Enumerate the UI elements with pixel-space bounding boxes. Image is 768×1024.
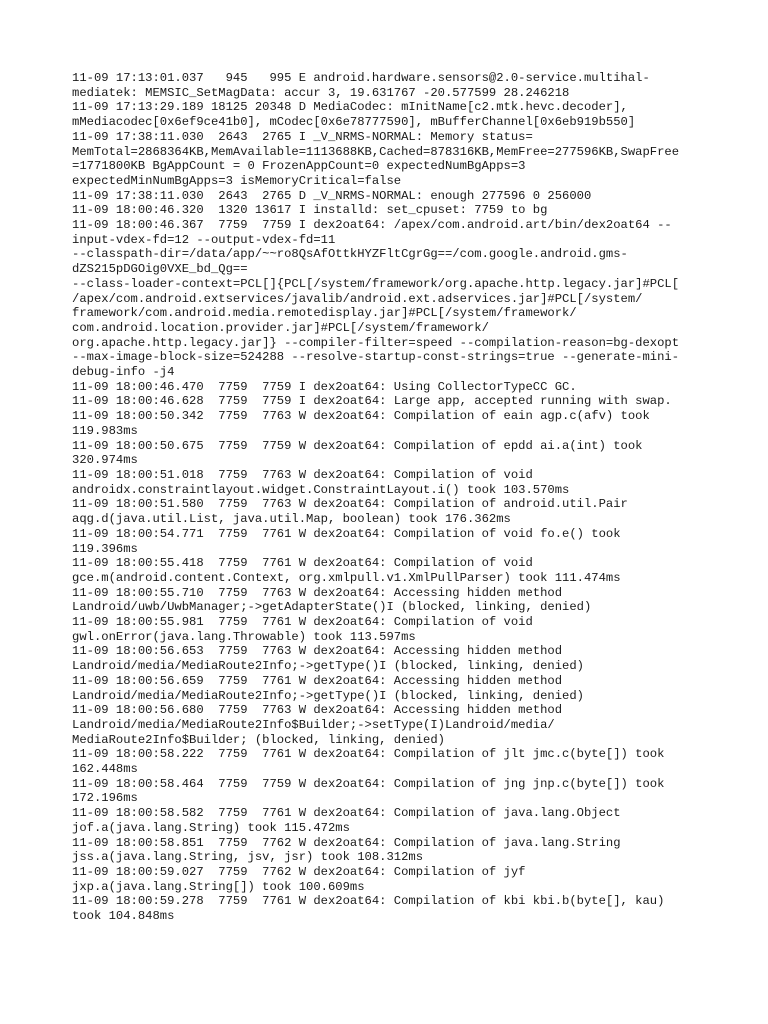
log-line: 11-09 17:38:11.030 2643 2765 I _V_NRMS-NORMAL: Memory status= [72, 129, 533, 144]
log-line: gce.m(android.content.Context, org.xmlpull.v1.XmlPullParser) took 111.474ms [72, 570, 621, 585]
log-line: Landroid/media/MediaRoute2Info;->getType()I (blocked, linking, denied) [72, 688, 584, 703]
log-line: 11-09 18:00:56.653 7759 7763 W dex2oat64: Accessing hidden method [72, 644, 563, 659]
log-line: 11-09 18:00:56.680 7759 7763 W dex2oat64: Accessing hidden method [72, 703, 563, 718]
log-line: mMediacodec[0x6ef9ce41b0], mCodec[0x6e78777590], mBufferChannel[0x6eb919b550] [72, 115, 636, 130]
log-line: androidx.constraintlayout.widget.ConstraintLayout.i() took 103.570ms [72, 482, 570, 497]
log-line: 11-09 18:00:46.628 7759 7759 I dex2oat64: Large app, accepted running with swap. [72, 394, 672, 409]
log-line: =1771800KB BgAppCount = 0 FrozenAppCount=0 expectedNumBgApps=3 [72, 159, 526, 174]
log-line: Landroid/media/MediaRoute2Info;->getType()I (blocked, linking, denied) [72, 659, 584, 674]
log-line: 11-09 18:00:51.018 7759 7763 W dex2oat64: Compilation of void [72, 467, 533, 482]
log-line: 11-09 18:00:59.027 7759 7762 W dex2oat64: Compilation of jyf [72, 864, 526, 879]
log-line: 11-09 18:00:58.851 7759 7762 W dex2oat64: Compilation of java.lang.String [72, 835, 621, 850]
log-line: 11-09 18:00:58.582 7759 7761 W dex2oat64: Compilation of java.lang.Object [72, 806, 621, 821]
log-line: com.android.location.provider.jar]#PCL[/system/framework/ [72, 320, 489, 335]
log-line: 11-09 18:00:55.710 7759 7763 W dex2oat64: Accessing hidden method [72, 585, 563, 600]
log-line: org.apache.http.legacy.jar]} --compiler-filter=speed --compilation-reason=bg-dexopt [72, 335, 680, 350]
log-line: 11-09 18:00:46.470 7759 7759 I dex2oat64: Using CollectorTypeCC GC. [72, 379, 577, 394]
log-line: 11-09 18:00:51.580 7759 7763 W dex2oat64: Compilation of android.util.Pair [72, 497, 628, 512]
log-line: 11-09 18:00:55.981 7759 7761 W dex2oat64: Compilation of void [72, 615, 533, 630]
log-line: 119.396ms [72, 541, 138, 556]
log-line: mediatek: MEMSIC_SetMagData: accur 3, 19.631767 -20.577599 28.246218 [72, 85, 570, 100]
log-line: 119.983ms [72, 423, 138, 438]
log-line: 172.196ms [72, 791, 138, 806]
log-line: aqg.d(java.util.List, java.util.Map, boolean) took 176.362ms [72, 512, 511, 527]
log-line: jss.a(java.lang.String, jsv, jsr) took 108.312ms [72, 850, 424, 865]
log-line: input-vdex-fd=12 --output-vdex-fd=11 [72, 232, 336, 247]
log-line: framework/com.android.media.remotedisplay.jar]#PCL[/system/framework/ [72, 306, 577, 321]
log-line: 11-09 18:00:50.675 7759 7759 W dex2oat64: Compilation of epdd ai.a(int) took [72, 438, 643, 453]
log-line: took 104.848ms [72, 909, 175, 924]
log-line: jxp.a(java.lang.String[]) took 100.609ms [72, 879, 365, 894]
log-line: Landroid/media/MediaRoute2Info$Builder;->setType(I)Landroid/media/ [72, 717, 555, 732]
log-line: --class-loader-context=PCL[]{PCL[/system/framework/org.apache.http.legacy.jar]#PCL[ [72, 276, 680, 291]
log-line: 11-09 18:00:58.222 7759 7761 W dex2oat64: Compilation of jlt jmc.c(byte[]) took [72, 747, 665, 762]
log-line: 11-09 18:00:59.278 7759 7761 W dex2oat64: Compilation of kbi kbi.b(byte[], kau) [72, 894, 665, 909]
log-line: 11-09 18:00:46.367 7759 7759 I dex2oat64: /apex/com.android.art/bin/dex2oat64 -- [72, 218, 672, 233]
log-line: expectedMinNumBgApps=3 isMemoryCritical=false [72, 173, 402, 188]
log-line: gwl.onError(java.lang.Throwable) took 113.597ms [72, 629, 416, 644]
log-line: 11-09 18:00:50.342 7759 7763 W dex2oat64: Compilation of eain agp.c(afv) took [72, 409, 650, 424]
log-line: jof.a(java.lang.String) took 115.472ms [72, 820, 350, 835]
log-line: 162.448ms [72, 762, 138, 777]
log-line: MediaRoute2Info$Builder; (blocked, linking, denied) [72, 732, 445, 747]
log-text-block [72, 71, 712, 924]
log-line: debug-info -j4 [72, 365, 175, 380]
log-line: dZS215pDGOig0VXE_bd_Qg== [72, 262, 248, 277]
log-line: 11-09 18:00:56.659 7759 7761 W dex2oat64: Accessing hidden method [72, 673, 563, 688]
log-line: 11-09 17:38:11.030 2643 2765 D _V_NRMS-NORMAL: enough 277596 0 256000 [72, 188, 592, 203]
log-line: /apex/com.android.extservices/javalib/android.ext.adservices.jar]#PCL[/system/ [72, 291, 643, 306]
log-line: 11-09 18:00:46.320 1320 13617 I installd: set_cpuset: 7759 to bg [72, 203, 548, 218]
log-line: 11-09 18:00:55.418 7759 7761 W dex2oat64: Compilation of void [72, 556, 533, 571]
log-line: --max-image-block-size=524288 --resolve-startup-const-strings=true --generate-mini- [72, 350, 680, 365]
log-line: Landroid/uwb/UwbManager;->getAdapterState()I (blocked, linking, denied) [72, 600, 592, 615]
log-line: 11-09 18:00:54.771 7759 7761 W dex2oat64: Compilation of void fo.e() took [72, 526, 621, 541]
log-line: --classpath-dir=/data/app/~~ro8QsAfOttkHYZFltCgrGg==/com.google.android.gms- [72, 247, 628, 262]
log-line: 320.974ms [72, 453, 138, 468]
log-line: 11-09 17:13:01.037 945 995 E android.hardware.sensors@2.0-service.multihal- [72, 71, 650, 85]
log-line: MemTotal=2868364KB,MemAvailable=1113688KB,Cached=878316KB,MemFree=277596KB,SwapFree [72, 144, 680, 159]
log-line: 11-09 18:00:58.464 7759 7759 W dex2oat64: Compilation of jng jnp.c(byte[]) took [72, 776, 665, 791]
log-line: 11-09 17:13:29.189 18125 20348 D MediaCodec: mInitName[c2.mtk.hevc.decoder], [72, 100, 628, 115]
